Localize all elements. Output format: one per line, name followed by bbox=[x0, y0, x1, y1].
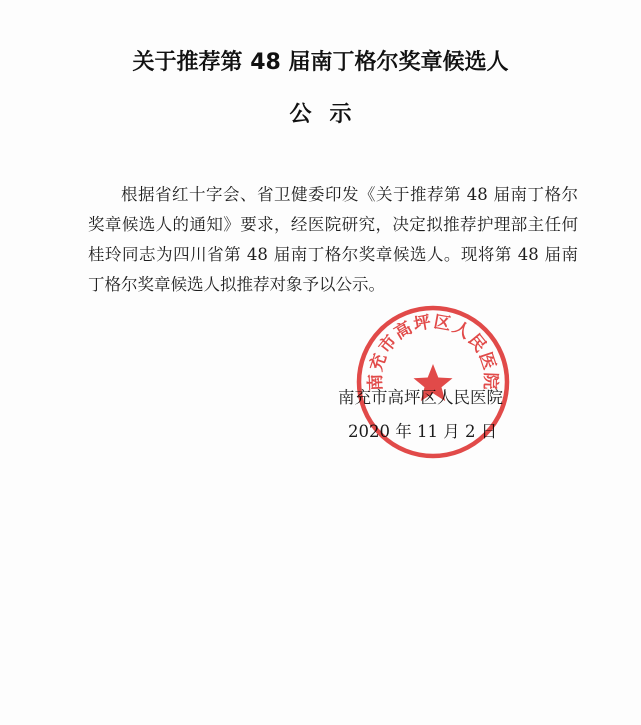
body-paragraph: 根据省红十字会、省卫健委印发《关于推荐第 48 届南丁格尔奖章候选人的通知》要求，经医院研究，决定拟推荐护理部主任何桂玲同志为四川省第 48 届南丁格尔奖章候选人。现将第 48 届南丁格尔奖章候选人拟推荐对象予以公示。 bbox=[88, 185, 578, 294]
official-seal-icon bbox=[353, 302, 513, 462]
document-title: 关于推荐第 48 届南丁格尔奖章候选人 bbox=[132, 50, 509, 75]
seal-text: 南充市高坪区人民医院 bbox=[365, 312, 501, 392]
document-subtitle: 公示 bbox=[289, 102, 370, 127]
seal-star bbox=[414, 364, 453, 401]
signature-date: 2020 年 11 月 2 日 bbox=[348, 422, 498, 441]
signature-organization: 南充市高坪区人民医院 bbox=[338, 388, 503, 407]
